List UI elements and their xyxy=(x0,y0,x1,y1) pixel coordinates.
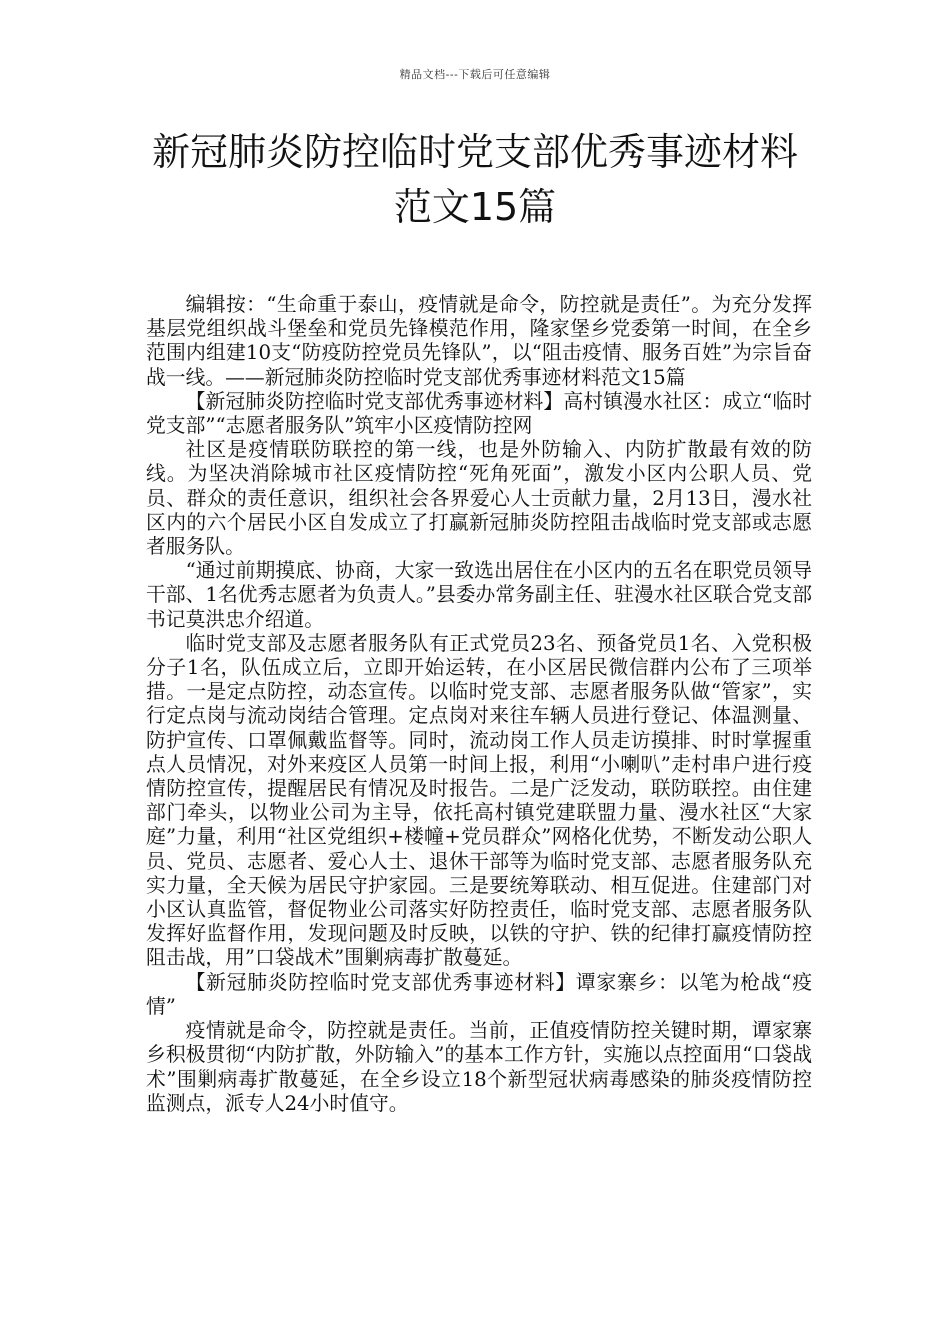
page-header: 精品文档---下载后可任意编辑 xyxy=(399,68,551,81)
document-body xyxy=(146,293,812,1116)
section-heading: 【新冠肺炎防控临时党支部优秀事迹材料】谭家寨乡：以笔为枪战“疫情” xyxy=(146,970,812,1018)
title-line-1: 新冠肺炎防控临时党支部优秀事迹材料 xyxy=(151,130,798,174)
body-paragraph: 临时党支部及志愿者服务队有正式党员23名、预备党员1名、入党积极分子1名，队伍成立后，立即开始运转，在小区居民微信群内公布了三项举措。一是定点防控，动态宣传。以临时党支部、志愿者服务队做“管家”，实行定点岗与流动岗结合管理。定点岗对来往车辆人员进行登记、体温测量、防护宣传、口罩佩戴监督等。同时，流动岗工作人员走访摸排、时时掌握重点人员情况，对外来疫区人员第一时间上报，利用“小喇叭”走村串户进行疫情防控宣传，提醒居民有情况及时报告。二是广泛发动，联防联控。由住建部门牵头，以物业公司为主导，依托高村镇党建联盟力量、漫水社区“大家庭”力量，利用“社区党组织+楼幢+党员群众”网格化优势，不断发动公职人员、党员、志愿者、爱心人士、退休干部等为临时党支部、志愿者服务队充实力量，全天候为居民守护家园。三是要统筹联动、相互促进。住建部门对小区认真监管，督促物业公司落实好防控责任，临时党支部、志愿者服务队发挥好监督作用，发现问题及时反映，以铁的守护、铁的纪律打赢疫情防控阻击战，用”口袋战术”围剿病毒扩散蔓延。 xyxy=(146,631,812,970)
body-paragraph: “通过前期摸底、协商，大家一致选出居住在小区内的五名在职党员领导干部、1名优秀志愿者为负责人。”县委办常务副主任、驻漫水社区联合党支部书记莫洪忠介绍道。 xyxy=(146,559,812,631)
title-line-2: 范文15篇 xyxy=(393,185,557,229)
body-paragraph: 疫情就是命令，防控就是责任。当前，正值疫情防控关键时期，谭家寨乡积极贯彻“内防扩散，外防输入”的基本工作方针，实施以点控面用“口袋战术”围剿病毒扩散蔓延，在全乡设立18个新型冠状病毒感染的肺炎疫情防控监测点，派专人24小时值守。 xyxy=(146,1019,812,1115)
editor-note-paragraph: 编辑按：“生命重于泰山，疫情就是命令，防控就是责任”。为充分发挥基层党组织战斗堡垒和党员先锋模范作用，隆家堡乡党委第一时间，在全乡范围内组建10支“防疫防控党员先锋队”，以“阻击疫情、服务百姓”为宗旨奋战一线。——新冠肺炎防控临时党支部优秀事迹材料范文15篇 xyxy=(146,293,812,389)
document-title xyxy=(100,125,850,235)
body-paragraph: 社区是疫情联防联控的第一线，也是外防输入、内防扩散最有效的防线。为坚决消除城市社区疫情防控“死角死面”，激发小区内公职人员、党员、群众的责任意识，组织社会各界爱心人士贡献力量，2月13日，漫水社区内的六个居民小区自发成立了打赢新冠肺炎防控阻击战临时党支部或志愿者服务队。 xyxy=(146,438,812,559)
section-heading: 【新冠肺炎防控临时党支部优秀事迹材料】高村镇漫水社区：成立“临时党支部”“志愿者服务队”筑牢小区疫情防控网 xyxy=(146,389,812,438)
